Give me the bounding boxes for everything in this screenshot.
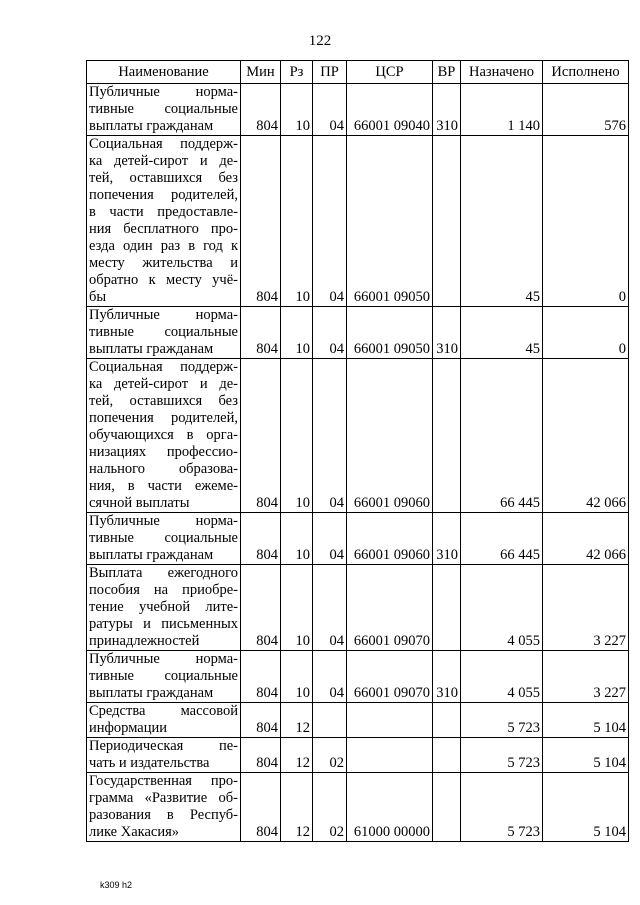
- cell-csr: 66001 09060: [347, 513, 433, 565]
- row-name-cell: [87, 359, 241, 513]
- cell-csr: 66001 09070: [347, 565, 433, 651]
- row-name-cell: [87, 513, 241, 565]
- cell-executed: 42 066: [543, 359, 629, 513]
- cell-pr: 02: [313, 738, 347, 773]
- cell-csr: 66001 09070: [347, 651, 433, 703]
- row-name-line: выплаты гражданам: [89, 341, 214, 357]
- row-name-line: лике Хакасия»: [89, 824, 180, 840]
- cell-executed: 42 066: [543, 513, 629, 565]
- cell-csr: [347, 738, 433, 773]
- row-name-cell: [87, 651, 241, 703]
- table-row: [87, 703, 629, 738]
- row-name-line: тей, оставшихся без: [89, 393, 238, 409]
- cell-vr: [433, 703, 461, 738]
- cell-assigned: 66 445: [461, 359, 543, 513]
- cell-vr: 310: [433, 307, 461, 359]
- row-name-line: Выплата ежегодного: [89, 565, 238, 581]
- row-name-line: обратно к месту учё-: [89, 272, 238, 288]
- cell-pr: 04: [313, 307, 347, 359]
- cell-min: 804: [241, 565, 281, 651]
- cell-min: 804: [241, 773, 281, 842]
- cell-csr: 66001 09060: [347, 359, 433, 513]
- row-name-line: Публичные норма-: [89, 307, 238, 323]
- row-name-line: сячной выплаты: [89, 495, 190, 511]
- cell-assigned: 5 723: [461, 703, 543, 738]
- row-name-line: информации: [89, 720, 167, 736]
- cell-executed: 0: [543, 307, 629, 359]
- cell-assigned: 4 055: [461, 651, 543, 703]
- row-name-line: тение учебной лите-: [89, 599, 238, 615]
- cell-assigned: 5 723: [461, 738, 543, 773]
- cell-vr: 310: [433, 513, 461, 565]
- row-name-line: в части предоставле-: [89, 204, 238, 220]
- cell-rz: 10: [281, 136, 313, 307]
- cell-vr: 310: [433, 84, 461, 136]
- row-name-line: чать и издательства: [89, 755, 210, 771]
- row-name-line: нального образова-: [89, 461, 238, 477]
- page-number: 122: [308, 33, 332, 49]
- row-name-cell: [87, 565, 241, 651]
- cell-min: 804: [241, 703, 281, 738]
- row-name-line: попечения родителей,: [89, 187, 238, 203]
- cell-min: 804: [241, 513, 281, 565]
- cell-csr: 61000 00000: [347, 773, 433, 842]
- cell-pr: 04: [313, 513, 347, 565]
- cell-pr: 04: [313, 651, 347, 703]
- col-header-csr: ЦСР: [347, 61, 433, 84]
- row-name-line: тивные социальные: [89, 668, 238, 684]
- row-name-line: низациях профессио-: [89, 444, 238, 460]
- cell-executed: 3 227: [543, 651, 629, 703]
- cell-vr: [433, 773, 461, 842]
- row-name-cell: [87, 84, 241, 136]
- row-name-line: выплаты гражданам: [89, 685, 214, 701]
- cell-assigned: 4 055: [461, 565, 543, 651]
- row-name-line: Публичные норма-: [89, 84, 238, 100]
- cell-pr: 04: [313, 359, 347, 513]
- cell-min: 804: [241, 307, 281, 359]
- cell-csr: 66001 09050: [347, 136, 433, 307]
- cell-csr: [347, 703, 433, 738]
- table-row: [87, 565, 629, 651]
- row-name-line: разования в Респуб-: [89, 807, 238, 823]
- cell-pr: 04: [313, 84, 347, 136]
- col-header-assigned: Назначено: [461, 61, 543, 84]
- row-name-line: ка детей-сирот и де-: [89, 153, 238, 169]
- cell-vr: [433, 136, 461, 307]
- row-name-line: обучающихся в орга-: [89, 427, 238, 443]
- col-header-vr: ВР: [433, 61, 461, 84]
- row-name-cell: [87, 738, 241, 773]
- cell-rz: 10: [281, 513, 313, 565]
- cell-pr: 04: [313, 136, 347, 307]
- cell-executed: 3 227: [543, 565, 629, 651]
- cell-pr: 04: [313, 565, 347, 651]
- table-row: [87, 513, 629, 565]
- row-name-line: Средства массовой: [89, 703, 238, 719]
- cell-executed: 576: [543, 84, 629, 136]
- row-name-line: Социальная поддерж-: [89, 136, 238, 152]
- row-name-line: Публичные норма-: [89, 513, 238, 529]
- header-row: [87, 61, 629, 84]
- col-header-min: Мин: [241, 61, 281, 84]
- row-name-line: Социальная поддерж-: [89, 359, 238, 375]
- cell-assigned: 1 140: [461, 84, 543, 136]
- row-name-line: Государственная про-: [89, 773, 238, 789]
- cell-min: 804: [241, 738, 281, 773]
- table-row: [87, 651, 629, 703]
- cell-executed: 0: [543, 136, 629, 307]
- row-name-line: ратуры и письменных: [89, 616, 238, 632]
- col-header-rz: Рз: [281, 61, 313, 84]
- row-name-line: тивные социальные: [89, 324, 238, 340]
- row-name-line: ка детей-сирот и де-: [89, 376, 238, 392]
- cell-executed: 5 104: [543, 773, 629, 842]
- cell-assigned: 45: [461, 136, 543, 307]
- cell-executed: 5 104: [543, 703, 629, 738]
- cell-min: 804: [241, 359, 281, 513]
- row-name-line: тивные социальные: [89, 101, 238, 117]
- table-row: [87, 136, 629, 307]
- table-row: [87, 738, 629, 773]
- row-name-line: грамма «Развитие об-: [89, 790, 238, 806]
- col-header-executed: Исполнено: [543, 61, 629, 84]
- cell-rz: 10: [281, 307, 313, 359]
- cell-rz: 10: [281, 565, 313, 651]
- row-name-line: Периодическая пе-: [89, 738, 238, 754]
- cell-rz: 10: [281, 84, 313, 136]
- row-name-line: езда один раз в год к: [89, 238, 238, 254]
- cell-vr: [433, 359, 461, 513]
- row-name-line: бы: [89, 289, 107, 305]
- row-name-line: месту жительства и: [89, 255, 238, 271]
- table-row: [87, 84, 629, 136]
- row-name-line: выплаты гражданам: [89, 547, 214, 563]
- cell-rz: 12: [281, 773, 313, 842]
- row-name-cell: [87, 773, 241, 842]
- row-name-line: ния бесплатного про-: [89, 221, 238, 237]
- cell-rz: 10: [281, 651, 313, 703]
- cell-assigned: 5 723: [461, 773, 543, 842]
- row-name-line: ния, в части ежеме-: [89, 478, 238, 494]
- cell-rz: 12: [281, 738, 313, 773]
- row-name-line: тей, оставшихся без: [89, 170, 238, 186]
- table-row: [87, 359, 629, 513]
- table-row: [87, 307, 629, 359]
- cell-assigned: 45: [461, 307, 543, 359]
- cell-rz: 10: [281, 359, 313, 513]
- cell-min: 804: [241, 84, 281, 136]
- cell-pr: 02: [313, 773, 347, 842]
- row-name-cell: [87, 703, 241, 738]
- cell-vr: [433, 738, 461, 773]
- cell-min: 804: [241, 651, 281, 703]
- cell-executed: 5 104: [543, 738, 629, 773]
- table-row: [87, 773, 629, 842]
- row-name-cell: [87, 307, 241, 359]
- cell-min: 804: [241, 136, 281, 307]
- row-name-line: Публичные норма-: [89, 651, 238, 667]
- cell-pr: [313, 703, 347, 738]
- cell-vr: [433, 565, 461, 651]
- cell-csr: 66001 09040: [347, 84, 433, 136]
- col-header-name: Наименование: [87, 61, 241, 84]
- cell-assigned: 66 445: [461, 513, 543, 565]
- footer-code: k309 h2: [100, 880, 133, 890]
- row-name-cell: [87, 136, 241, 307]
- col-header-pr: ПР: [313, 61, 347, 84]
- row-name-line: пособия на приобре-: [89, 582, 238, 598]
- row-name-line: выплаты гражданам: [89, 118, 214, 134]
- cell-csr: 66001 09050: [347, 307, 433, 359]
- row-name-line: тивные социальные: [89, 530, 238, 546]
- row-name-line: попечения родителей,: [89, 410, 238, 426]
- row-name-line: принадлежностей: [89, 633, 200, 649]
- cell-vr: 310: [433, 651, 461, 703]
- cell-rz: 12: [281, 703, 313, 738]
- budget-table: [86, 60, 629, 842]
